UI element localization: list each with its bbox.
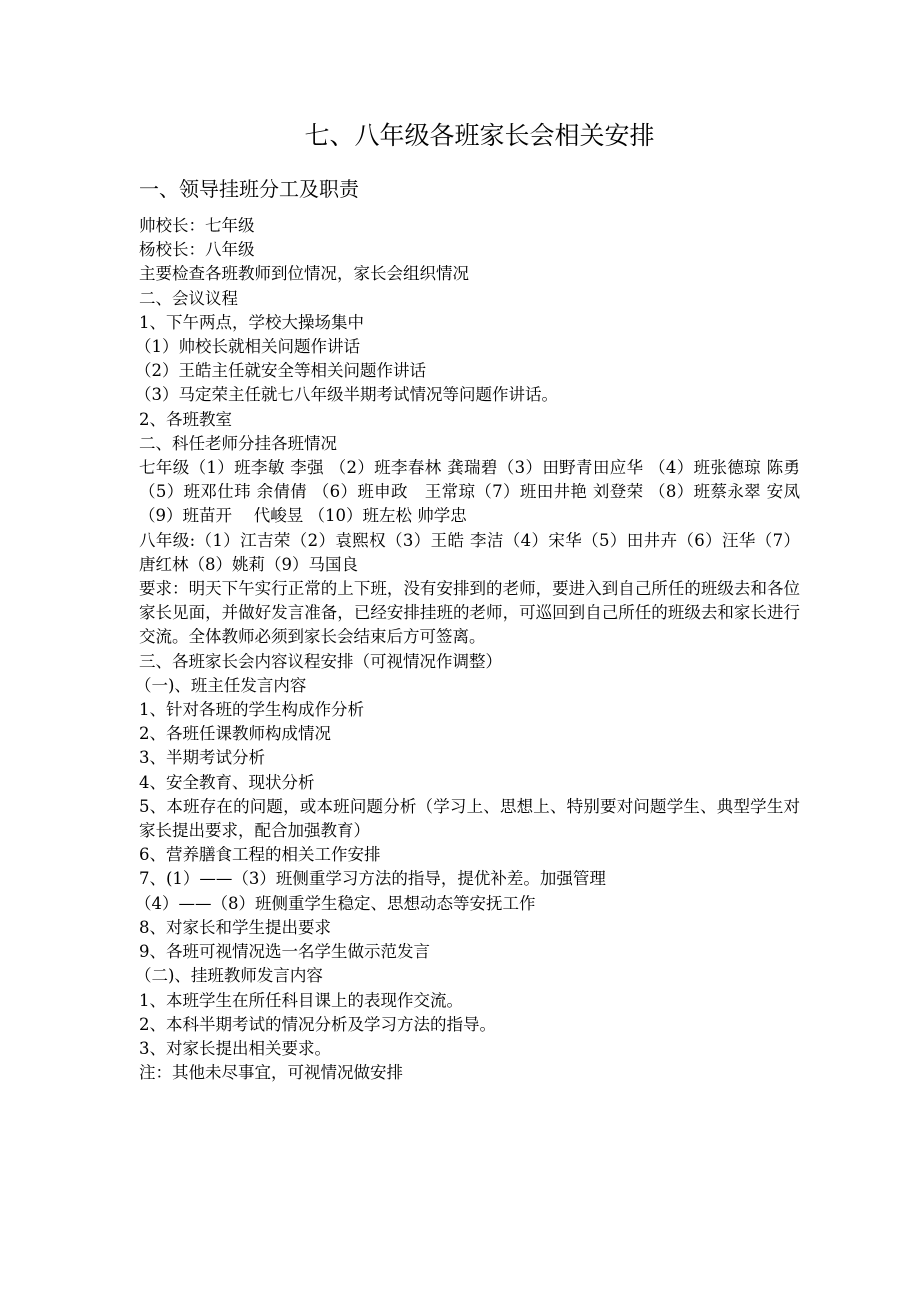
list-item: 9、各班可视情况选一名学生做示范发言 [139,942,430,962]
list-item: 1、针对各班的学生构成作分析 [139,700,364,720]
list-item: 3、对家长提出相关要求。 [139,1038,331,1058]
text-line: （2）王皓主任就安全等相关问题作讲话 [135,361,426,381]
list-item: 1、本班学生在所任科目课上的表现作交流。 [139,990,463,1010]
list-item: 3、半期考试分析 [139,748,265,768]
document-body [135,214,800,1085]
grade8-assignment: 八年级:（1）江吉荣（2）袁熙权（3）王皓 李洁（4）宋华（5）田井卉（6）汪华（7）唐红林（8）姚莉（9）马国良 [139,530,800,574]
list-item: 2、各班任课教师构成情况 [139,724,331,744]
section-heading-teachers: 二、科任老师分挂各班情况 [139,433,337,453]
grade7-assignment: 七年级（1）班李敏 李强 （2）班李春林 龚瑞碧（3）田野青田应华 （4）班张德琼 陈勇 （5）班邓仕玮 余倩倩 （6）班申政 王常琼（7）班田井艳 刘登荣 （8）班蔡永翠 安凤 （9）班苗开 代峻昱 （10）班左松 帅学忠 [139,458,800,526]
note-line: 注：其他未尽事宜，可视情况做安排 [139,1063,403,1083]
text-line: 杨校长：八年级 [139,240,255,260]
subsection-heading-class-teacher: （二)、挂班教师发言内容 [135,966,323,986]
list-item: 2、本科半期考试的情况分析及学习方法的指导。 [139,1014,496,1034]
text-line: 1、下午两点，学校大操场集中 [139,312,364,332]
requirement-paragraph: 要求：明天下午实行正常的上下班，没有安排到的老师，要进入到自己所任的班级去和各位家长见面，并做好发言准备，已经安排挂班的老师，可巡回到自己所任的班级去和家长进行交流。全体教师必须到家长会结束后方可签离。 [139,579,800,647]
section-heading-agenda: 二、会议议程 [139,288,238,308]
text-line: 帅校长：七年级 [139,216,255,235]
section-heading-leadership: 一、领导挂班分工及职责 [139,177,359,201]
list-item: 5、本班存在的问题，或本班问题分析（学习上、思想上、特别要对问题学生、典型学生对家长提出要求，配合加强教育） [139,796,800,841]
list-item: 8、对家长和学生提出要求 [139,917,331,937]
text-line: （1）帅校长就相关问题作讲话 [135,337,360,357]
list-item: 6、营养膳食工程的相关工作安排 [139,845,381,865]
list-item: 7、(1）——（3）班侧重学习方法的指导，提优补差。加强管理 [139,869,606,889]
section-heading-meeting-content: 三、各班家长会内容议程安排（可视情况作调整） [139,651,502,671]
text-line: 主要检查各班教师到位情况，家长会组织情况 [139,264,469,284]
document-title: 七、八年级各班家长会相关安排 [304,121,655,150]
text-line: 2、各班教室 [139,409,232,429]
subsection-heading-head-teacher: （一)、班主任发言内容 [135,675,307,695]
list-item: 4、安全教育、现状分析 [139,772,315,792]
text-line: （3）马定荣主任就七八年级半期考试情况等问题作讲话。 [135,385,558,405]
list-item: （4）——（8）班侧重学生稳定、思想动态等安抚工作 [135,893,536,913]
